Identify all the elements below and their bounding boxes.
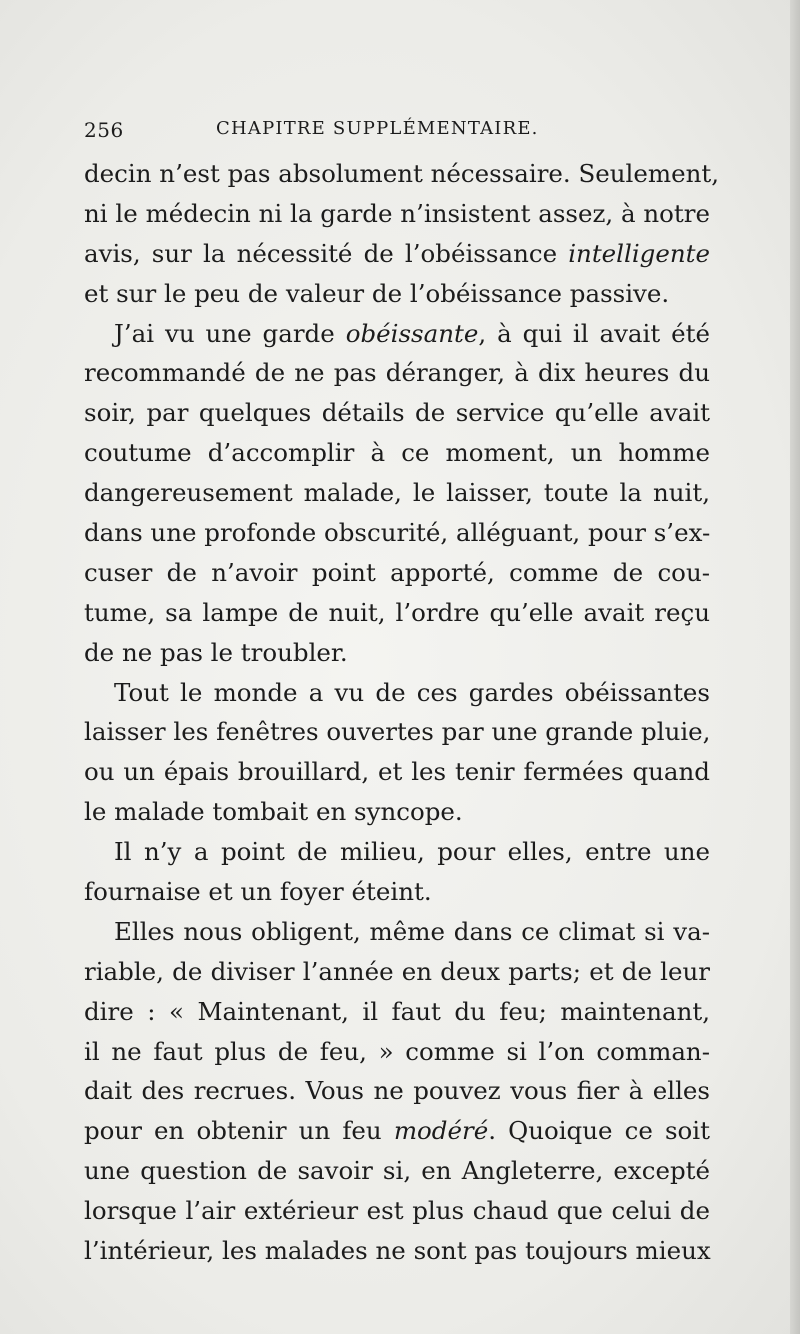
text-segment: avis, sur la nécessité de l’obéissance [84,238,569,268]
text-line: recommandé de ne pas déranger, à dix heures du [84,358,710,388]
text-segment: J’ai vu une garde [114,318,346,348]
text-line: lorsque l’air extérieur est plus chaud que celui de [84,1196,710,1226]
text-line: Elles nous obligent, même dans ce climat si va- [114,916,710,946]
text-line: ni le médecin ni la garde n’insistent assez, à notre [84,198,710,228]
page-number: 256 [84,118,124,142]
page-header [84,118,710,142]
page-edge [790,0,800,1334]
text-line: coutume d’accomplir à ce moment, un homme [84,438,710,468]
running-head: CHAPITRE SUPPLÉMENTAIRE. [216,118,539,139]
italic-word: intelligente [568,238,710,268]
text-line: le malade tombait en syncope. [84,797,463,827]
text-line: decin n’est pas absolument nécessaire. Seulement, [84,159,720,188]
text-line: de ne pas le troubler. [84,637,348,667]
body-text [84,154,720,1271]
italic-word: modéré [393,1116,489,1146]
text-line: cuser de n’avoir point apporté, comme de cou- [84,557,710,587]
text-line: dans une profonde obscurité, alléguant, pour s’ex- [84,518,711,548]
text-line: une question de savoir si, en Angleterre, excepté [84,1156,710,1186]
text-line: dangereusement malade, le laisser, toute la nuit, [84,478,710,508]
text-segment: pour en obtenir un feu [84,1116,394,1146]
text-line: dait des recrues. Vous ne pouvez vous fier à elles [84,1076,710,1106]
text-line: dire : « Maintenant, il faut du feu; maintenant, [84,996,710,1026]
text-line: il ne faut plus de feu, » comme si l’on comman- [84,1036,710,1066]
text-line [84,234,710,274]
text-line: et sur le peu de valeur de l’obéissance passive. [84,278,670,308]
text-line [84,314,710,354]
italic-word: obéissante [345,318,479,348]
text-line: soir, par quelques détails de service qu’elle avait [84,398,710,428]
text-line: Il n’y a point de milieu, pour elles, entre une [114,837,710,867]
text-line: l’intérieur, les malades ne sont pas toujours mieux [84,1236,711,1266]
text-segment: , à qui il avait été [478,318,710,348]
text-line: tume, sa lampe de nuit, l’ordre qu’elle avait reçu [84,597,710,627]
text-segment: . Quoique ce soit [488,1116,710,1146]
text-line: riable, de diviser l’année en deux parts; et de leur [84,956,710,986]
text-line [84,1111,710,1151]
text-line: ou un épais brouillard, et les tenir fermées quand [84,757,710,787]
text-line: laisser les fenêtres ouvertes par une grande pluie, [84,717,711,747]
text-line: Tout le monde a vu de ces gardes obéissantes [114,677,710,707]
text-line: fournaise et un foyer éteint. [84,877,432,907]
